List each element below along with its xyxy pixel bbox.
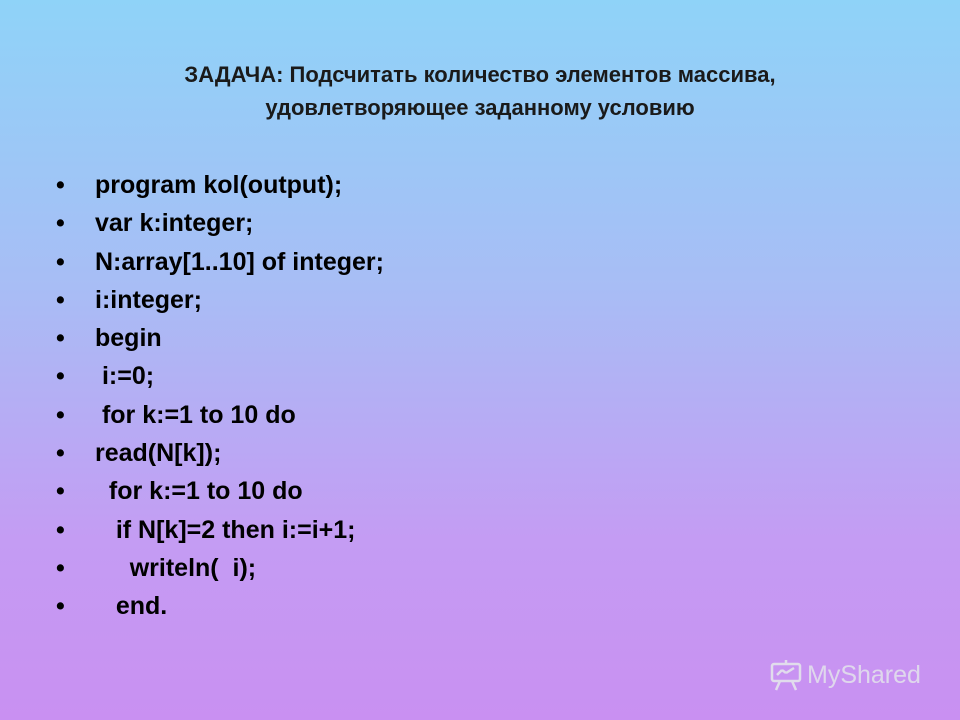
code-bullet-list [56, 166, 384, 626]
code-line [56, 587, 384, 625]
bullet-dot: • [56, 171, 65, 199]
bullet-dot: • [56, 553, 65, 582]
code-line-text: writeln( i); [95, 553, 257, 582]
code-line-text: program kol(output); [95, 171, 343, 199]
code-line-text: if N[k]=2 then i:=i+1; [95, 515, 356, 544]
code-line [56, 243, 384, 281]
code-line-text: i:integer; [95, 285, 202, 314]
bullet-dot: • [56, 400, 65, 429]
code-line [56, 281, 384, 319]
code-line [56, 166, 384, 204]
bullet-dot: • [56, 515, 65, 544]
watermark-text: MyShared [807, 660, 921, 689]
code-line-text: read(N[k]); [95, 439, 222, 468]
presentation-board-icon [768, 658, 804, 692]
code-line-text: begin [95, 324, 162, 353]
code-line-text: for k:=1 to 10 do [95, 477, 303, 506]
code-line-text: N:array[1..10] of integer; [95, 247, 384, 276]
code-line [56, 511, 384, 549]
code-line-text: var k:integer; [95, 209, 254, 238]
code-line [56, 396, 384, 434]
code-line [56, 204, 384, 242]
slide-title-line-2: удовлетворяющее заданному условию [265, 95, 695, 120]
bullet-dot: • [56, 477, 65, 506]
bullet-dot: • [56, 285, 65, 314]
code-line [56, 434, 384, 472]
bullet-dot: • [56, 362, 65, 391]
bullet-dot: • [56, 324, 65, 353]
code-line-text: for k:=1 to 10 do [95, 400, 296, 429]
bullet-dot: • [56, 439, 65, 468]
code-line [56, 357, 384, 395]
slide-title-line-1: ЗАДАЧА: Подсчитать количество элементов массива, [184, 62, 776, 87]
bullet-dot: • [56, 209, 65, 238]
slide-title [0, 58, 960, 124]
code-line [56, 549, 384, 587]
myshared-watermark [768, 657, 921, 693]
bullet-dot: • [56, 247, 65, 276]
code-line [56, 319, 384, 357]
code-line-text: i:=0; [95, 362, 155, 391]
code-line-text: end. [95, 592, 168, 621]
code-line [56, 472, 384, 510]
bullet-dot: • [56, 592, 65, 621]
